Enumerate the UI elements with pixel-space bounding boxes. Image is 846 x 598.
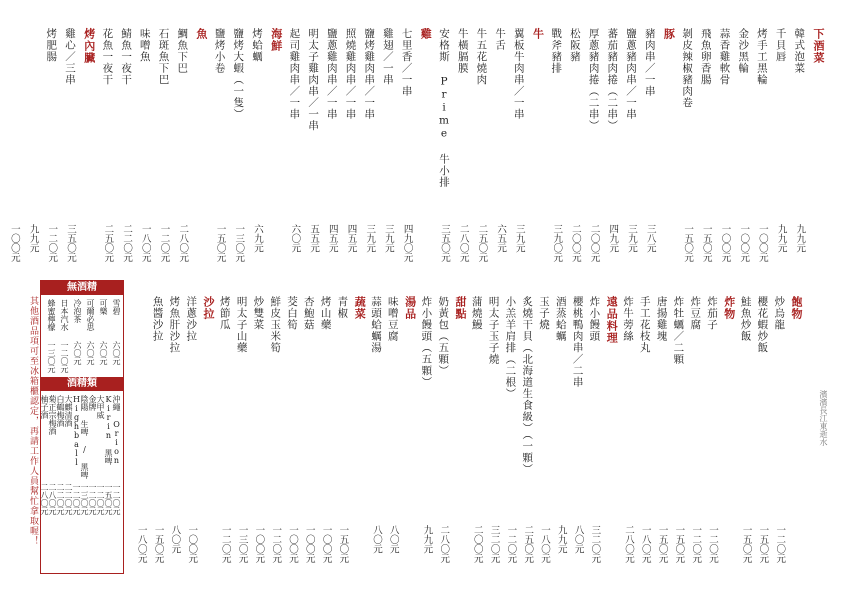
menu-item-name: 花魚一夜干 [101, 28, 114, 86]
menu-item-name: 豬肉串／一串 [643, 28, 656, 97]
menu-item-price: 一五〇元 [682, 224, 694, 262]
drink-name: 沖繩 Orion [112, 395, 121, 465]
alcohol-list [41, 391, 123, 571]
menu-item-price: 九九元 [794, 224, 806, 253]
menu-item-price: 四五元 [345, 224, 357, 253]
menu-item-price: 二〇〇元 [569, 224, 581, 262]
drink-name: Kirin 黑啤 [104, 395, 113, 465]
section-header: 甜點 [454, 296, 467, 320]
menu-item-price: 一二〇元 [774, 525, 786, 563]
menu-item-price: 四九元 [607, 224, 619, 253]
menu-item-price: 一五〇元 [152, 525, 164, 563]
menu-item-name: 青椒 [336, 296, 349, 319]
menu-item-name: 安格斯 Prime 牛小排 [438, 28, 450, 188]
drink-name: 白鶴梅酒 [56, 395, 65, 427]
menu-item-price: 三八元 [644, 224, 656, 253]
menu-item-name: 七里香／一串 [400, 28, 413, 97]
section-header: 牛 [531, 28, 545, 40]
drink-price: 一三〇元 [47, 341, 56, 373]
menu-item-name: 炸小饅頭 [588, 296, 601, 342]
drink-price: 二二〇元 [56, 483, 65, 515]
drink-name: 雪碧 [112, 299, 121, 315]
menu-item-price: 一二〇元 [270, 525, 282, 563]
drinks-box [40, 280, 124, 574]
menu-item-price: 一五〇元 [656, 525, 668, 563]
menu-item-price: 二二〇元 [121, 224, 133, 262]
menu-item-price: 三五〇元 [65, 224, 76, 262]
menu-item-price: 一〇〇元 [719, 224, 731, 262]
menu-item-price: 一〇〇元 [320, 525, 332, 563]
menu-item-name: 奶黃包（五顆） [437, 296, 450, 377]
menu-item-price: 一二〇元 [707, 525, 718, 563]
drink-price: 一三〇元 [80, 483, 89, 515]
menu-item-name: 鮮皮玉米筍 [269, 296, 282, 354]
menu-item-price: 二八〇元 [623, 525, 634, 563]
menu-item-name: 蒲燒鰻 [470, 296, 483, 331]
menu-item-price: 一八〇元 [639, 525, 651, 563]
menu-item-price: 一二〇元 [505, 525, 517, 563]
drink-name: 大麒清酒 [64, 395, 73, 427]
drink-price: 六〇元 [73, 341, 82, 365]
menu-item-price: 二八〇元 [438, 525, 450, 563]
menu-item-name: 鮭魚炒飯 [739, 296, 752, 342]
menu-item-name: 鹽蔥雞肉串／一串 [325, 28, 338, 120]
menu-item-price: 六九元 [252, 224, 263, 253]
section-header: 下酒菜 [812, 28, 825, 64]
menu-item-name: 炸小饅頭（五顆） [420, 296, 433, 388]
drink-price: 一二〇元 [112, 483, 121, 515]
section-header: 烤內臟 [82, 28, 96, 64]
menu-item-name: 雞翅／一串 [381, 28, 394, 86]
menu-item-name: 牛舌 [494, 28, 507, 51]
menu-item-name: 烤肥腸 [45, 28, 58, 63]
menu-item-price: 二五〇元 [102, 224, 114, 262]
drink-price: 一二〇元 [72, 483, 81, 515]
drink-name: 冷泡茶 [73, 299, 82, 323]
menu-item-name: 明太子雞肉串／一串 [307, 28, 320, 132]
menu-item-price: 一二〇元 [46, 224, 58, 262]
menu-item-price: 一二〇元 [690, 525, 702, 563]
menu-item-name: 蒜香雞軟骨 [718, 28, 731, 86]
menu-item-price: 九九元 [555, 525, 567, 554]
menu-item-price: 九九元 [775, 224, 787, 253]
drink-name: 日本汽水 [60, 299, 69, 331]
menu-item-name: 手工花枝丸 [638, 296, 651, 354]
menu-item-price: 八〇元 [572, 525, 584, 554]
menu-item-price: 三九元 [513, 224, 525, 253]
menu-item-name: 鹽蔥豬肉串／一串 [625, 28, 637, 120]
drink-name: 金牌 [88, 395, 97, 411]
disclaimer-note: 其他酒品項可至冰箱櫃認定，再請工作人員幫忙拿取喔！ [28, 296, 38, 546]
menu-item-price: 八〇元 [387, 525, 399, 554]
menu-item-name: 明太子山藥 [235, 296, 248, 354]
menu-item-name: 小羔羊肩排（二根） [504, 296, 517, 400]
menu-item-name: 櫻桃鴨肉串／二串 [571, 296, 584, 388]
section-header: 雞 [419, 28, 433, 40]
menu-item-price: 二八〇元 [177, 224, 189, 262]
non-alcohol-header: 無酒精 [41, 281, 123, 295]
menu-item-name: 炸茄子 [706, 296, 718, 331]
section-header: 豚 [662, 28, 676, 40]
menu-item-price: 二五〇元 [522, 525, 534, 563]
section-header: 魚 [194, 28, 208, 40]
menu-item-price: 九九元 [421, 525, 433, 554]
menu-item-name: 飛魚卵香腸 [699, 28, 712, 86]
menu-item-name: 炙燒干貝（北海道生食級）（一顆） [521, 296, 534, 475]
menu-item-price: 三九元 [626, 224, 637, 253]
menu-item-price: 八〇元 [169, 525, 181, 554]
menu-item-name: 韓式泡菜 [793, 28, 806, 74]
menu-item-name: 松阪豬 [568, 28, 581, 63]
section-header: 湯品 [403, 296, 417, 320]
menu-item-price: 一二〇元 [158, 224, 170, 262]
menu-item-name: 厚蔥豬肉捲（二串） [587, 28, 600, 132]
drink-price: 二二〇元 [64, 483, 73, 515]
menu-item-name: 蕃茄豬肉捲（二串） [606, 28, 619, 132]
menu-item-name: 杏鮑菇 [302, 296, 315, 331]
menu-item-price: 一〇〇元 [186, 525, 198, 563]
section-header: 炸物 [722, 296, 736, 320]
menu-item-name: 味噌豆腐 [386, 296, 399, 342]
side-note: 濱濱長江東逝水 [819, 390, 828, 446]
menu-item-name: 鯖魚一夜干 [120, 28, 133, 86]
menu-item-price: 六〇元 [289, 224, 301, 253]
menu-item-name: 炸豆腐 [689, 296, 702, 331]
menu-item-price: 三九元 [382, 224, 394, 253]
drink-name: 菊正宗梅酒 [48, 395, 57, 435]
drink-name: 蜂蜜檸檬 [47, 299, 56, 331]
menu-item-name: 鹽烤小卷 [213, 28, 226, 74]
menu-item-name: 茭白筍 [286, 296, 298, 331]
drink-price: 二八〇元 [40, 483, 49, 515]
menu-item-name: 烤魚肝沙拉 [168, 296, 181, 354]
drink-price: 一二〇元 [96, 483, 105, 515]
menu-item-name: 起司雞肉串／一串 [288, 28, 301, 120]
section-header: 海鮮 [269, 28, 283, 52]
menu-item-price: 一〇〇元 [287, 525, 298, 563]
menu-item-price: 六五元 [495, 224, 507, 253]
drink-name: Highball [72, 395, 81, 467]
menu-item-price: 一二〇元 [219, 525, 231, 563]
menu-item-price: 一五〇元 [757, 525, 769, 563]
menu-item-price: 二〇〇元 [588, 224, 600, 262]
menu-item-name: 牛五花燒肉 [475, 28, 488, 86]
menu-item-name: 石斑魚下巴 [157, 28, 170, 86]
menu-item-name: 明太子玉子燒 [487, 296, 500, 365]
menu-item-price: 一五〇元 [214, 224, 226, 262]
menu-item-name: 炸牡蠣／二顆 [672, 296, 685, 365]
drink-name: 陰陽 生啤 / 黑啤 [80, 395, 89, 479]
drink-price: 六〇元 [112, 341, 121, 365]
menu-item-price: 一〇〇元 [738, 224, 750, 262]
drink-name: 大甲威 [96, 395, 105, 419]
section-header: 蔬菜 [353, 296, 367, 320]
section-header: 沙拉 [202, 296, 215, 320]
drink-price: 六〇元 [86, 341, 95, 365]
menu-item-price: 一五〇元 [700, 224, 712, 262]
menu-item-name: 酒蒸蛤蠣 [554, 296, 567, 342]
drink-name: 可樂 [99, 299, 108, 315]
menu-item-price: 三九〇元 [551, 224, 563, 262]
menu-item-name: 炒雙菜 [252, 296, 265, 331]
menu-item-price: 一三〇元 [233, 224, 245, 262]
menu-item-price: 一〇〇元 [303, 525, 315, 563]
menu-item-name: 鹽烤雞肉串／一串 [363, 28, 376, 120]
menu-item-name: 櫻花蝦炒飯 [756, 296, 769, 354]
menu-item-name: 照燒雞肉串／一串 [344, 28, 357, 120]
menu-item-name: 剝皮辣椒豬肉卷 [681, 28, 694, 109]
menu-item-price: 一三〇元 [236, 525, 248, 563]
menu-item-name: 牛橫膈膜 [456, 28, 469, 74]
menu-item-price: 一五〇元 [740, 525, 752, 563]
menu-item-price: 四九〇元 [401, 224, 413, 262]
menu-item-price: 三二〇元 [488, 525, 500, 563]
menu-item-name: 烤蛤蠣 [251, 28, 263, 63]
drink-name: 可爾必思 [86, 299, 95, 331]
menu-item-name: 味噌魚 [138, 28, 151, 63]
menu-item-price: 一〇〇元 [756, 224, 768, 262]
menu-item-name: 翼板牛肉串／一串 [512, 28, 525, 120]
menu-item-name: 蒜頭蛤蠣湯 [370, 296, 382, 354]
menu-item-name: 炒烏龍 [773, 296, 786, 331]
menu-item-price: 一八〇元 [139, 224, 151, 262]
menu-item-price: 九九元 [27, 224, 39, 253]
menu-item-price: 一五〇元 [673, 525, 685, 563]
menu-item-price: 四五元 [326, 224, 338, 253]
menu-item-name: 唐揚雞塊 [655, 296, 668, 342]
menu-item-price: 三二〇元 [589, 525, 601, 563]
menu-item-name: 烤山藥 [319, 296, 332, 331]
drink-price: 一二〇元 [60, 341, 69, 373]
menu-item-price: 一八〇元 [135, 525, 147, 563]
menu-item-name: 烤節瓜 [218, 296, 231, 331]
menu-item-price: 二八〇元 [457, 224, 469, 262]
drink-name: 柚子酒 [40, 395, 49, 419]
section-header: 飽物 [790, 296, 803, 320]
menu-item-name: 魚醬沙拉 [151, 296, 164, 342]
menu-item-price: 三五〇元 [439, 224, 450, 262]
menu-item-name: 烤手工黑輪 [755, 28, 768, 86]
drink-price: 二八〇元 [48, 483, 57, 515]
menu-item-price: 一〇〇元 [253, 525, 265, 563]
menu-item-name: 玉子燒 [538, 296, 550, 331]
alcohol-header: 酒精類 [41, 377, 123, 391]
menu-item-price: 二〇〇元 [471, 525, 483, 563]
menu-item-price: 一八〇元 [539, 525, 550, 563]
menu-item-price: 五五元 [308, 224, 320, 253]
menu-item-price: 八〇元 [371, 525, 382, 554]
menu-item-price: 二五〇元 [476, 224, 488, 262]
drink-price: 六〇元 [99, 341, 108, 365]
menu-item-name: 鹽烤大蝦（一隻） [232, 28, 245, 120]
menu-item-name: 鯛魚下巴 [176, 28, 189, 74]
menu-item-name: 雞心／三串 [64, 28, 76, 86]
menu-item-price: 三九元 [364, 224, 376, 253]
menu-item-name: 金沙黑輪 [737, 28, 750, 74]
drink-price: 一五〇元 [104, 483, 113, 515]
menu-item-name: 炸牛蒡絲 [622, 296, 634, 342]
menu-item-name: 洋蔥沙拉 [185, 296, 198, 342]
menu-item-name: 戰斧豬排 [550, 28, 563, 74]
section-header: 遠品料理 [605, 296, 619, 344]
non-alcohol-list [41, 295, 123, 377]
menu-item-price: 一〇〇元 [8, 224, 20, 262]
menu-item-price: 一五〇元 [337, 525, 349, 563]
drink-price: 一二〇元 [88, 483, 97, 515]
menu-item-name: 千貝唇 [774, 28, 787, 63]
